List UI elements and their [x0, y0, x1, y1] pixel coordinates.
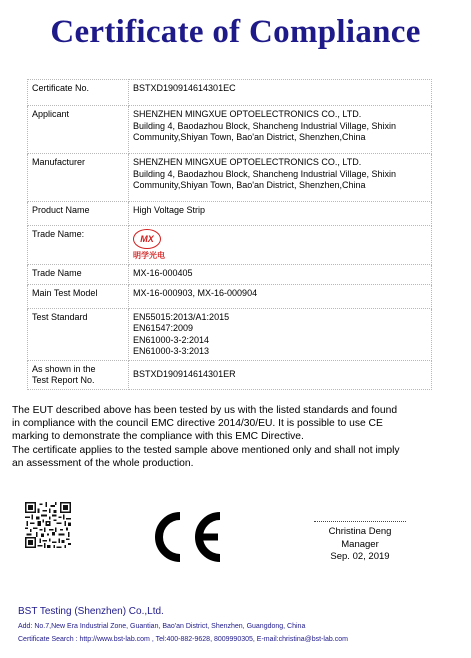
- signature-date: Sep. 02, 2019: [330, 551, 390, 562]
- label-main-test-model: Main Test Model: [28, 284, 129, 308]
- manufacturer-line-1: SHENZHEN MINGXUE OPTOELECTRONICS CO., LTD.: [133, 157, 362, 167]
- standard-item: EN61000-3-3:2013: [133, 346, 210, 356]
- applicant-line-1: SHENZHEN MINGXUE OPTOELECTRONICS CO., LTD.: [133, 109, 362, 119]
- value-applicant: [129, 106, 432, 154]
- row-main-test-model: [28, 284, 432, 308]
- label-test-standard: Test Standard: [28, 308, 129, 360]
- row-manufacturer: [28, 154, 432, 202]
- value-main-test-model: MX-16-000903, MX-16-000904: [129, 284, 432, 308]
- label-applicant: Applicant: [28, 106, 129, 154]
- statement-line-2: in compliance with the council EMC directive 2014/30/EU. It is possible to use CE: [12, 418, 383, 430]
- value-trade-name: MX-16-000405: [129, 264, 432, 284]
- value-product-name: High Voltage Strip: [129, 202, 432, 226]
- value-manufacturer: [129, 154, 432, 202]
- qr-code-icon: [25, 502, 71, 548]
- brand-logo: [133, 229, 165, 262]
- brand-logo-mark: MX: [133, 229, 161, 249]
- value-certificate-no: BSTXD190914614301EC: [129, 80, 432, 106]
- value-trade-logo: [129, 226, 432, 265]
- value-test-standard: [129, 308, 432, 360]
- signature-block: [314, 521, 406, 564]
- brand-logo-chinese-text: 明学光电: [133, 251, 165, 260]
- certificate-title: Certificate of Compliance: [50, 14, 421, 50]
- statement-line-5: an assessment of the whole production.: [12, 457, 194, 469]
- compliance-statement: [12, 404, 457, 470]
- issuer-company: BST Testing (Shenzhen) Co.,Ltd.: [18, 606, 164, 617]
- label-product-name: Product Name: [28, 202, 129, 226]
- issuer-address: Add: No.7,New Era Industrial Zone, Guantian, Bao'an District, Shenzhen, Guangdong, China: [18, 623, 306, 630]
- report-label-line-2: Test Report No.: [32, 375, 95, 385]
- row-test-standard: [28, 308, 432, 360]
- row-product-name: [28, 202, 432, 226]
- ce-mark-icon: [148, 510, 224, 564]
- certificate-details-table: [27, 79, 432, 390]
- statement-line-4: The certificate applies to the tested sample above mentioned only and shall not imply: [12, 444, 400, 456]
- manufacturer-line-2: Building 4, Baodazhou Block, Shancheng Industrial Village, Shixin: [133, 168, 397, 179]
- row-trade-logo: [28, 226, 432, 265]
- issuer-contact: Certificate Search : http://www.bst-lab.com , Tel:400-882-9628, 8009990305, E-mail:christina@bst-lab.com: [18, 636, 348, 643]
- row-applicant: [28, 106, 432, 154]
- label-certificate-no: Certificate No.: [28, 80, 129, 106]
- row-certificate-no: [28, 80, 432, 106]
- statement-line-3: marking to demonstrate the compliance with this EMC Directive.: [12, 431, 304, 443]
- statement-line-1: The EUT described above has been tested by us with the listed standards and found: [12, 405, 398, 416]
- row-trade-name: [28, 264, 432, 284]
- standard-item: EN55015:2013/A1:2015: [133, 311, 230, 322]
- standard-item: EN61000-3-2:2014: [133, 334, 210, 345]
- standard-item: EN61547:2009: [133, 323, 194, 333]
- signer-role: Manager: [341, 538, 379, 550]
- report-label-line-1: As shown in the: [32, 363, 96, 374]
- value-test-report-no: BSTXD190914614301ER: [129, 360, 432, 389]
- label-trade-logo: Trade Name:: [28, 226, 129, 265]
- label-manufacturer: Manufacturer: [28, 154, 129, 202]
- applicant-line-2: Building 4, Baodazhou Block, Shancheng Industrial Village, Shixin: [133, 120, 397, 131]
- applicant-line-3: Community,Shiyan Town, Bao'an District, Shenzhen,China: [133, 132, 366, 142]
- signer-name: Christina Deng: [328, 526, 392, 537]
- row-test-report-no: [28, 360, 432, 389]
- manufacturer-line-3: Community,Shiyan Town, Bao'an District, Shenzhen,China: [133, 180, 366, 190]
- label-trade-name: Trade Name: [28, 264, 129, 284]
- label-test-report-no: [28, 360, 129, 389]
